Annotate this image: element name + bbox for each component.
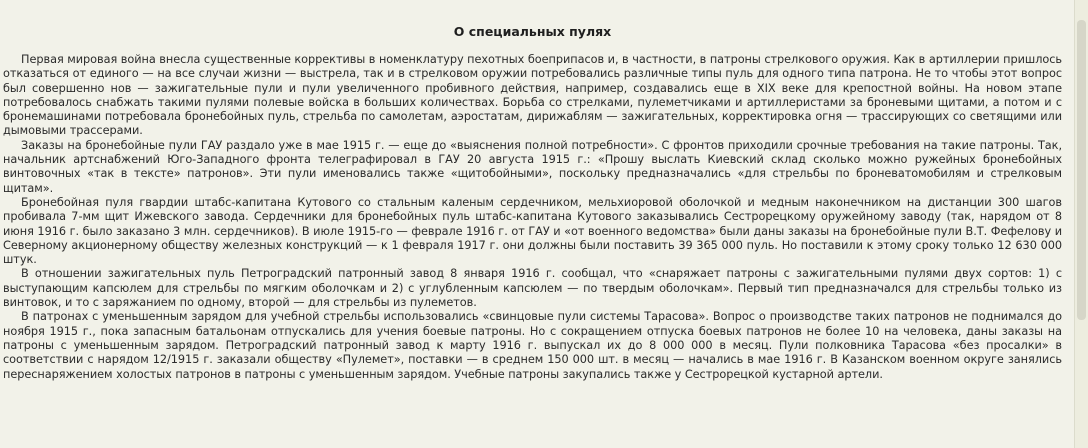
scrollbar-thumb[interactable] bbox=[1077, 20, 1086, 320]
article-paragraph-4: В отношении зажигательных пуль Петроградский патронный завод 8 января 1916 г. сообщал, что «снаряжает патроны с зажигательными пулями двух сортов: 1) с выступающим капсюлем для стрельбы по мягким оболочкам и 2) с углубленным капсюлем — по твердым оболочкам». Первый тип предназначался для стрельбы только из винтовок, и то с заряжанием по одному, второй — для стрельбы из пулеметов. bbox=[3, 267, 1062, 310]
article-paragraph-3: Бронебойная пуля гвардии штабс-капитана Кутового со стальным каленым сердечником, мельхиоровой оболочкой и медным наконечником на дистанции 300 шагов пробивала 7-мм щит Ижевского завода. Сердечники для бронебойных пуль штабс-капитана Кутового заказывались Сестрорецкому оружейному заводу (так, нарядом от 8 июня 1916 г. было заказано 3 млн. сердечников). В июле 1915-го — феврале 1916 г. от ГАУ и «от военного ведомства» были даны заказы на бронебойные пули В.Т. Фефелову и Северному акционерному обществу железных конструкций — к 1 февраля 1917 г. они должны были поставить 39 365 000 пуль. Но поставили к этому сроку только 12 630 000 штук. bbox=[3, 195, 1062, 267]
article-title: О специальных пулях bbox=[453, 24, 612, 39]
article-paragraph-2: Заказы на бронебойные пули ГАУ раздало уже в мае 1915 г. — еще до «выяснения полной потребности». С фронтов приходили срочные требования на такие патроны. Так, начальник артснабжений Юго-Западного фронта телеграфировал в ГАУ 20 августа 1915 г.: «Прошу выслать Киевский склад сколько можно ружейных бронебойных винтовочных «так в тексте» патронов». Эти пули именовались также «щитобойными», поскольку предназначались «для стрельбы по броневатомобилям и стрелковым щитам». bbox=[3, 138, 1062, 195]
vertical-scrollbar[interactable] bbox=[1074, 0, 1088, 448]
article-paragraph-5: В патронах с уменьшенным зарядом для учебной стрельбы использовались «свинцовые пули системы Тарасова». Вопрос о производстве таких патронов не поднимался до ноября 1915 г., пока запасным батальонам отпускались для учения боевые патроны. Но с сокращением отпуска боевых патронов не более 10 на человека, даны заказы на патроны с уменьшенным зарядом. Петроградский патронный завод к марту 1916 г. выпускал их до 8 000 000 в месяц. Пули полковника Тарасова «без просалки» в соответствии с нарядом 12/1915 г. заказали обществу «Пулемет», поставки — в среднем 150 000 шт. в месяц — начались в мае 1916 г. В Казанском военном округе занялись переснаряжением холостых патронов в патроны с уменьшенным зарядом. Учебные патроны закупались также у Сестрорецкой кустарной артели. bbox=[3, 310, 1062, 381]
article-paragraph-1: Первая мировая война внесла существенные коррективы в номенклатуру пехотных боеприпасов и, в частности, в патроны стрелкового оружия. Как в артиллерии пришлось отказаться от единого — на все случаи жизни — выстрела, так и в стрелковом оружии потребовались различные типы пуль для одного типа патрона. Не то чтобы этот вопрос был совершенно нов — зажигательные пули и пули увеличенного пробивного действия, например, создавались еще в XIX веке для крепостной войны. На новом этапе потребовалось снабжать такими пулями полевые войска в больших количествах. Борьба со стрелками, пулеметчиками и артиллеристами за броневыми щитами, а потом и с бронемашинами потребовала бронебойных пуль, стрельба по самолетам, аэростатам, дирижаблям — зажигательных, корректировка огня — трассирующих со светящими или дымовыми трассерами. bbox=[3, 53, 1062, 138]
